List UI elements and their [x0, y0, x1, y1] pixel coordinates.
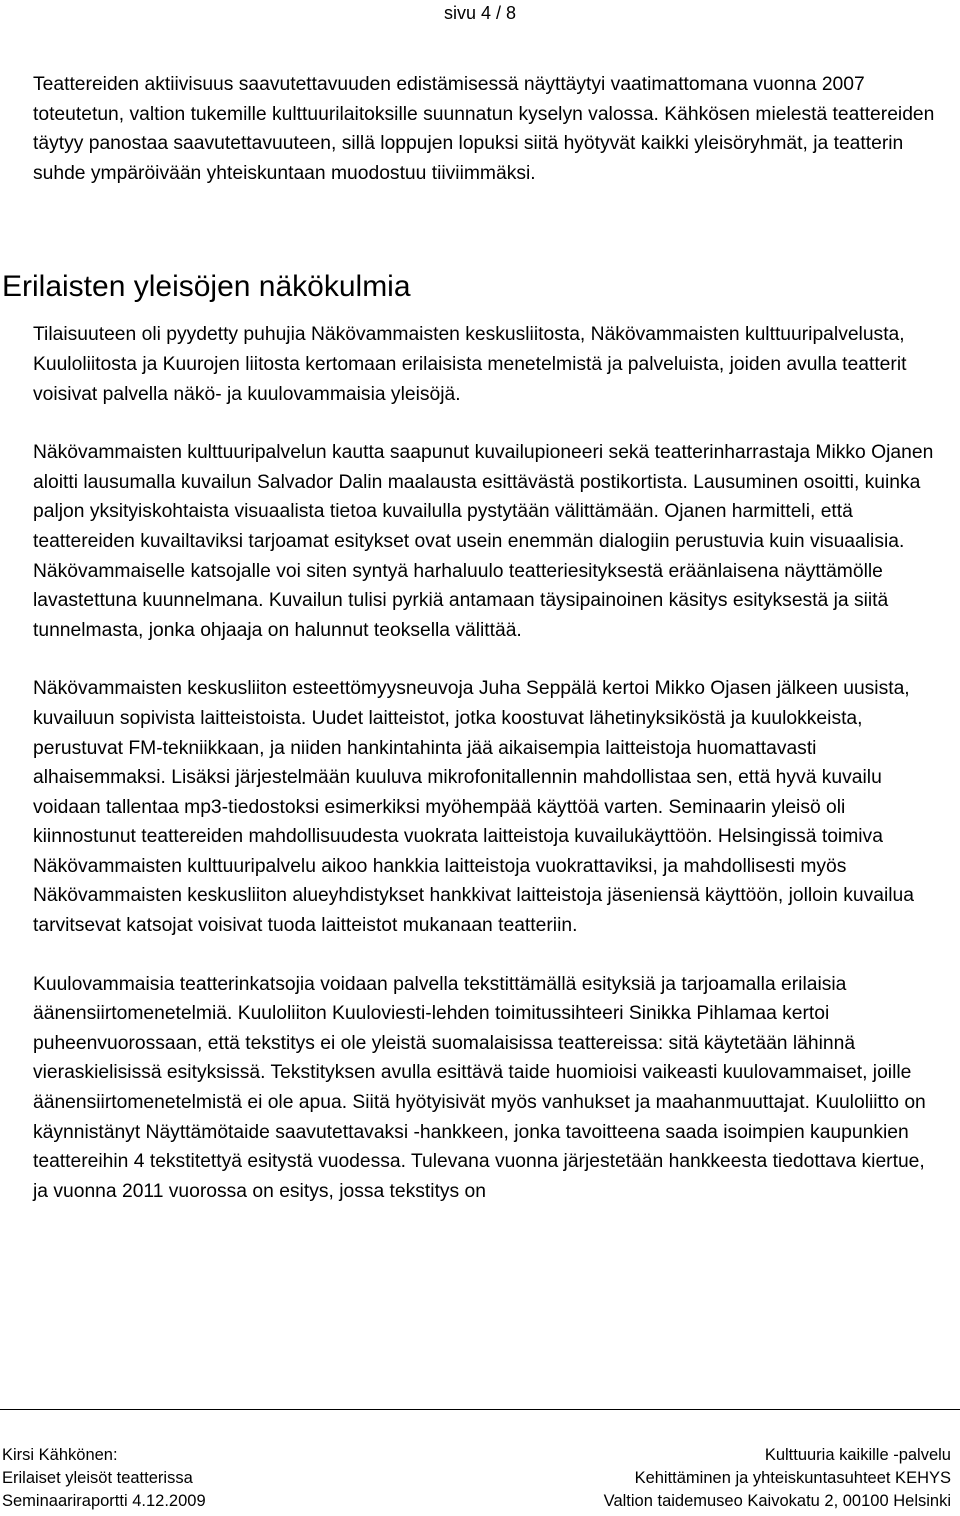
- footer-address: Valtion taidemuseo Kaivokatu 2, 00100 Helsinki: [603, 1492, 951, 1510]
- body-paragraph-3: Näkövammaisten keskusliiton esteettömyysneuvoja Juha Seppälä kertoi Mikko Ojasen jälkeen uusista, kuvailuun sopivista laitteistoista. Uudet laitteistot, jotka koostuvat lähetinyksiköstä ja kuulokkeista, perustuvat FM-tekniikkaan, ja niiden hankintahinta jää aikaisempia laitteistoja huomattavasti alhaisemmaksi. Lisäksi järjestelmään kuuluva mikrofonitallennin mahdollistaa sen, että hyvä kuvailu voidaan tallentaa mp3-tiedostoksi esimerkiksi myöhempää käyttöä varten. Seminaarin yleisö oli kiinnostunut teattereiden mahdollisuudesta vuokrata laitteistoja kuvailukäyttöön. Helsingissä toimiva Näkövammaisten kulttuuripalvelu aikoo hankkia laitteistoja vuokrattaviksi, ja mahdollisesti myös Näkövammaisten keskusliiton alueyhdistykset hankkivat laitteistoja jäseniensä käyttöön, jolloin kuvailua tarvitsevat katsojat voisivat tuoda laitteistot mukanaan teatteriin.: [33, 678, 914, 937]
- body-paragraph-4: Kuulovammaisia teatterinkatsojia voidaan palvella tekstittämällä esityksiä ja tarjoamalla erilaisia äänensiirtomenetelmiä. Kuuloliiton Kuuloviesti-lehden toimitussihteeri Sinikka Pihlamaa kertoi puheenvuorossaan, että tekstitys ei ole yleistä suomalaisissa teattereissa: sitä käytetään lähinnä vieraskielisissä esityksissä. Tekstityksen avulla esittävä taide huomioisi vaikeasti kuulovammaiset, joille äänensiirtomenetelmistä ei ole apua. Siitä hyötyisivät myös vanhukset ja maahanmuuttajat. Kuuloliitto on käynnistänyt Näyttämötaide saavutettavaksi -hankkeen, jonka tavoitteena saada isoimpien kaupunkien teattereihin 4 tekstitettyä esitystä vuodessa. Tulevana vuonna järjestetään hankkeesta tiedottava kiertue, ja vuonna 2011 vuorossa on esitys, jossa tekstitys on: [33, 973, 926, 1202]
- section-heading: Erilaisten yleisöjen näkökulmia: [2, 270, 411, 304]
- footer-left: [2, 1444, 206, 1513]
- footer-author: Kirsi Kähkönen:: [2, 1446, 118, 1464]
- footer-right: [604, 1444, 951, 1513]
- body-paragraph-2: Näkövammaisten kulttuuripalvelun kautta saapunut kuvailupioneeri sekä teatterinharrastaja Mikko Ojanen aloitti lausumalla kuvailun Salvador Dalin maalausta esittävästä postikortista. Lausuminen osoitti, kuinka paljon yksityiskohtaista visuaalista tietoa kuvailulla pystytään välittämään. Ojanen harmitteli, että teattereiden kuvailtaviksi tarjoamat esitykset ovat usein enemmän dialogiin perustuvia kuin visuaalisia. Näkövammaiselle katsojalle voi siten syntyä harhaluulo teatteriesityksestä eräänlaisena näyttämölle lavastettuna kuunnelmana. Kuvailun tulisi pyrkiä antamaan täysipainoinen käsitys esityksestä ja siitä tunnelmasta, jonka ohjaaja on halunnut teoksella välittää.: [33, 442, 934, 641]
- footer-title: Erilaiset yleisöt teatterissa: [2, 1469, 193, 1487]
- page-number: sivu 4 / 8: [443, 3, 517, 23]
- document-body: [2, 70, 945, 1206]
- body-paragraph-1: Tilaisuuteen oli pyydetty puhujia Näkövammaisten keskusliitosta, Näkövammaisten kulttuuripalvelusta, Kuuloliitosta ja Kuurojen liitosta kertomaan erilaisista menetelmistä ja palveluista, joiden avulla teatterit voisivat palvella näkö- ja kuulovammaisia yleisöjä.: [33, 324, 907, 405]
- footer-report-date: Seminaariraportti 4.12.2009: [2, 1492, 206, 1510]
- intro-paragraph: Teattereiden aktiivisuus saavutettavuuden edistämisessä näyttäytyi vaatimattomana vuonna 2007 toteutetun, valtion tukemille kulttuurilaitoksille suunnatun kyselyn valossa. Kähkösen mielestä teattereiden täytyy panostaa saavutettavuuteen, sillä loppujen lopuksi siitä hyötyvät kaikki yleisöryhmät, ja teatterin suhde ympäröivään yhteiskuntaan muodostuu tiiviimmäksi.: [33, 74, 935, 184]
- footer-unit: Kehittäminen ja yhteiskuntasuhteet KEHYS: [634, 1469, 951, 1487]
- footer-service: Kulttuuria kaikille -palvelu: [764, 1446, 951, 1464]
- footer-divider: [0, 1409, 960, 1410]
